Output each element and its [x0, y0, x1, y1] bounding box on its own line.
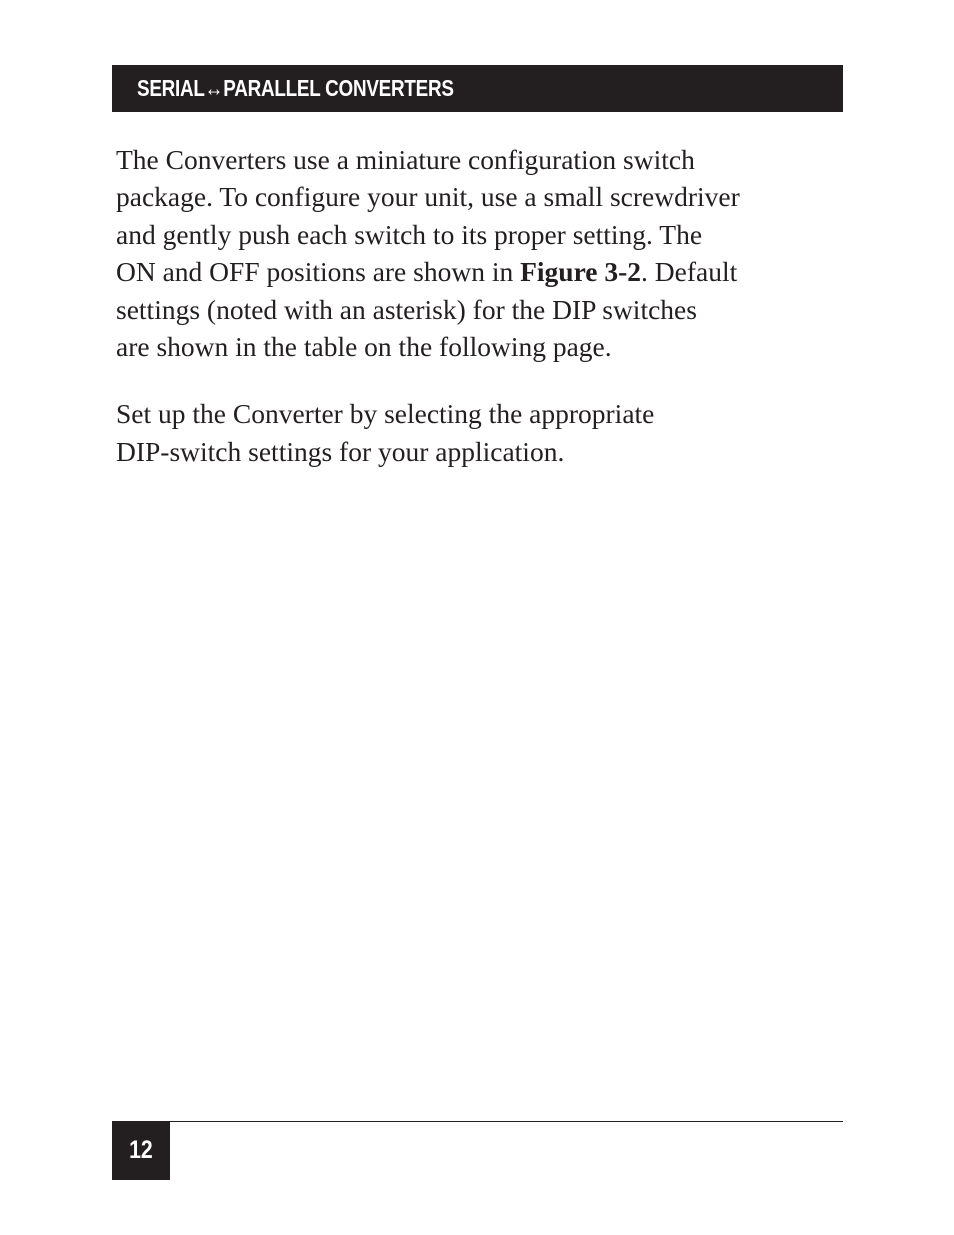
text-run: ON and OFF positions are shown in [116, 256, 521, 288]
text-run: . Default [641, 256, 738, 288]
text-line: Set up the Converter by selecting the appropriate [116, 398, 655, 430]
figure-reference: Figure 3-2 [520, 256, 642, 288]
running-header-title: SERIAL↔PARALLEL CONVERTERS [137, 75, 454, 101]
body-text [116, 141, 846, 470]
paragraph-configuration-switch [116, 141, 846, 365]
page-number-box [112, 1121, 170, 1180]
text-line: and gently push each switch to its proper setting. The [116, 218, 703, 250]
running-header [112, 65, 843, 112]
footer-rule [112, 1121, 843, 1122]
text-line: The Converters use a miniature configuration switch [116, 144, 695, 175]
text-line [116, 253, 846, 290]
paragraph-setup [116, 395, 846, 470]
text-line: DIP-switch settings for your application. [116, 435, 565, 467]
text-line: are shown in the table on the following page. [116, 331, 612, 363]
text-line: settings (noted with an asterisk) for the DIP switches [116, 293, 697, 325]
text-line: package. To configure your unit, use a small screwdriver [116, 181, 740, 213]
page-number: 12 [129, 1136, 153, 1164]
